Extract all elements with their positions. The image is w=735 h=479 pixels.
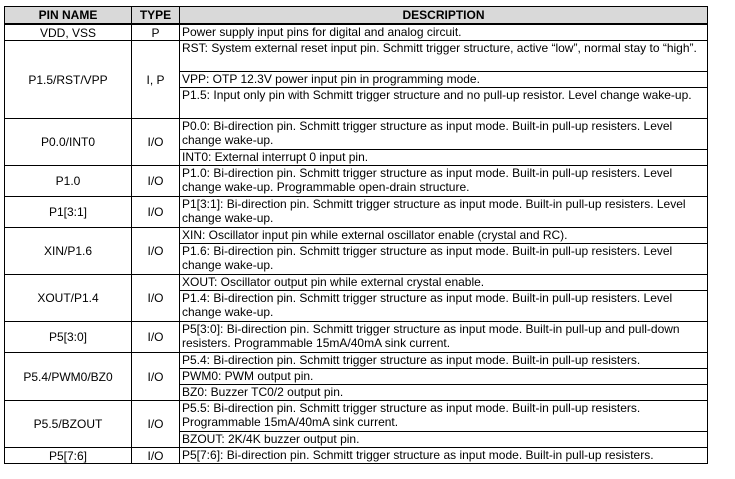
pin-description-cell (180, 448, 708, 464)
pin-description-cell (180, 353, 708, 401)
table-row (5, 119, 708, 166)
header-type: TYPE (132, 7, 180, 25)
pin-name-cell: P5[7:6] (5, 448, 132, 464)
table-row (5, 401, 708, 448)
description-line: P1.4: Bi-direction pin. Schmitt trigger structure as input mode. Built-in pull-up resisters. Level change wake-up. (180, 290, 707, 321)
pin-description-cell (180, 197, 708, 228)
pin-type-cell: I/O (132, 166, 180, 197)
pin-description-cell (180, 166, 708, 197)
description-line: P1.5: Input only pin with Schmitt trigger structure and no pull-up resistor. Level change wake-up. (180, 87, 707, 118)
pin-name-cell: VDD, VSS (5, 24, 132, 41)
pin-type-cell: I/O (132, 353, 180, 401)
pin-name-cell: P5[3:0] (5, 322, 132, 353)
table-row (5, 24, 708, 41)
pin-type-cell: I, P (132, 41, 180, 119)
pin-description-cell (180, 24, 708, 41)
table-row (5, 322, 708, 353)
table-row (5, 275, 708, 322)
pin-name-cell: P1.0 (5, 166, 132, 197)
description-line: P5[3:0]: Bi-direction pin. Schmitt trigger structure as input mode. Built-in pull-up and pull-down resisters. Programmable 15mA/40mA sink current. (182, 322, 680, 350)
table-row (5, 41, 708, 119)
pin-name-cell: P1[3:1] (5, 197, 132, 228)
description-line: P1[3:1]: Bi-direction pin. Schmitt trigger structure as input mode. Built-in pull-up resisters. Level change wake-up. (182, 197, 686, 225)
pin-type-cell: I/O (132, 119, 180, 166)
description-line: P5[7:6]: Bi-direction pin. Schmitt trigger structure as input mode. Built-in pull-up resisters. (182, 448, 654, 462)
description-line: P0.0: Bi-direction pin. Schmitt trigger structure as input mode. Built-in pull-up resisters. Level change wake-up. (182, 119, 673, 147)
description-line: P1.0: Bi-direction pin. Schmitt trigger structure as input mode. Built-in pull-up resisters. Level change wake-up. Programmable open-drain structure. (182, 166, 673, 194)
table-row (5, 228, 708, 275)
pin-type-cell: I/O (132, 275, 180, 322)
pin-description-cell (180, 228, 708, 275)
description-line: VPP: OTP 12.3V power input pin in programming mode. (180, 71, 707, 87)
description-line: RST: System external reset input pin. Schmitt trigger structure, active “low”, normal stay to “high”. (182, 41, 697, 55)
pin-name-cell: P5.5/BZOUT (5, 401, 132, 448)
pin-description-cell (180, 275, 708, 322)
table-row (5, 166, 708, 197)
pin-type-cell: I/O (132, 228, 180, 275)
pin-description-table (4, 6, 708, 464)
pin-type-cell: I/O (132, 448, 180, 464)
description-line: Power supply input pins for digital and analog circuit. (182, 25, 462, 39)
pin-name-cell: XIN/P1.6 (5, 228, 132, 275)
description-line: PWM0: PWM output pin. (180, 368, 707, 384)
table-body (5, 24, 708, 464)
description-line: P1.6: Bi-direction pin. Schmitt trigger structure as input mode. Built-in pull-up resisters. Level change wake-up. (180, 243, 707, 274)
pin-description-cell (180, 401, 708, 448)
header-description: DESCRIPTION (180, 7, 708, 25)
table-row (5, 353, 708, 401)
header-pin-name: PIN NAME (5, 7, 132, 25)
pin-type-cell: I/O (132, 401, 180, 448)
pin-name-cell: P5.4/PWM0/BZ0 (5, 353, 132, 401)
description-line: BZ0: Buzzer TC0/2 output pin. (180, 384, 707, 400)
pin-description-cell (180, 41, 708, 119)
pin-type-cell: I/O (132, 322, 180, 353)
table-row (5, 448, 708, 464)
pin-description-cell (180, 119, 708, 166)
pin-description-cell (180, 322, 708, 353)
description-line: INT0: External interrupt 0 input pin. (180, 149, 707, 165)
description-line: BZOUT: 2K/4K buzzer output pin. (180, 431, 707, 447)
description-line: P5.4: Bi-direction pin. Schmitt trigger structure as input mode. Built-in pull-up resisters. (182, 353, 641, 367)
table-row (5, 197, 708, 228)
pin-name-cell: P1.5/RST/VPP (5, 41, 132, 119)
pin-type-cell: I/O (132, 197, 180, 228)
description-line: XOUT: Oscillator output pin while external crystal enable. (182, 275, 485, 289)
pin-name-cell: XOUT/P1.4 (5, 275, 132, 322)
description-line: XIN: Oscillator input pin while external oscillator enable (crystal and RC). (182, 228, 568, 242)
description-line: P5.5: Bi-direction pin. Schmitt trigger structure as input mode. Built-in pull-up resisters. Programmable 15mA/40mA sink current. (182, 401, 641, 429)
pin-type-cell: P (132, 24, 180, 41)
table-header-row (5, 7, 708, 25)
pin-name-cell: P0.0/INT0 (5, 119, 132, 166)
